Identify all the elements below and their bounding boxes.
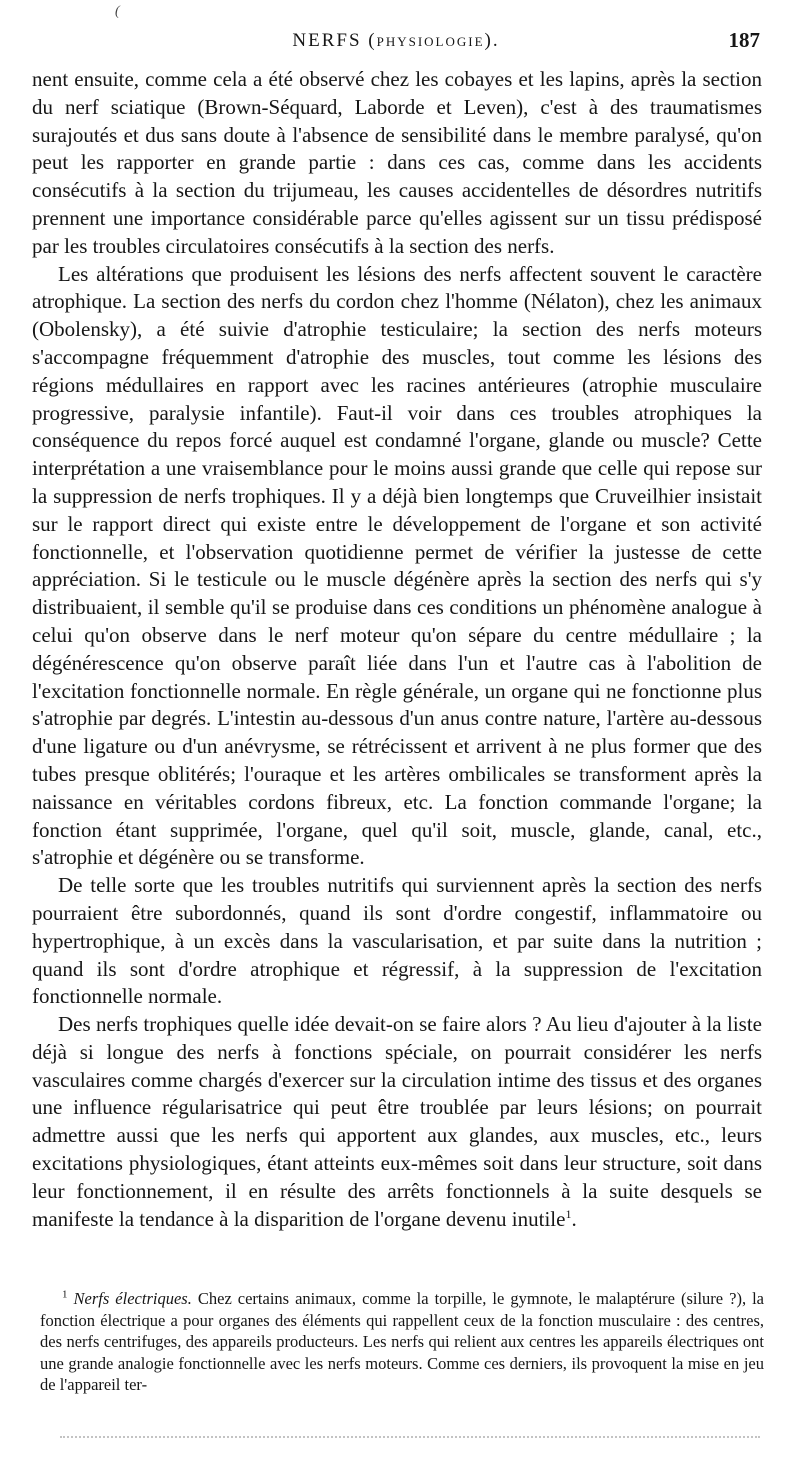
paragraph-atrophy: Les altérations que produisent les lésions des nerfs affectent souvent le caractère atrophique. La section des nerfs du cordon chez l'homme (Nélaton), chez les animaux (Obolensky), a été suivie d'atrophie testiculaire; la section des nerfs moteurs s'accompagne fréquemment d'atrophie des muscles, tout comme les lésions des régions médullaires en rapport avec les racines antérieures (atrophie musculaire progressive, paralysie infantile). Faut-il voir dans ces troubles atrophiques la conséquence du repos forcé auquel est condamné l'organe, glande ou muscle? Cette interprétation a une vraisemblance pour le moins aussi grande que celle qui repose sur la suppression de nerfs trophiques. Il y a déjà bien longtemps que Cruveilhier insistait sur le rapport direct qui existe entre le développement de l'organe et son activité fonctionnelle, et l'observation quotidienne permet de vérifier la justesse de cette appréciation. Si le testicule ou le muscle dégénère après la section des nerfs qui s'y distribuaient, il semble qu'il se produise dans ces conditions un phénomène analogue à celui qu'on observe dans le nerf moteur qu'on sépare du centre médullaire ; la dégénérescence qu'on observe paraît liée dans l'un et l'autre cas à l'abolition de l'excitation fonctionnelle normale. En règle générale, un organe qui ne fonctionne plus s'atrophie par degrés. L'intestin au-dessous d'un anus contre nature, l'artère au-dessous d'une ligature ou d'un anévrysme, se rétrécissent et arrivent à ne plus former que des tubes presque oblitérés; l'ouraque et les artères ombilicales se transforment après la naissance en véritables cordons fibreux, etc. La fonction commande l'organe; la fonction étant supprimée, l'organe, quel qu'il soit, muscle, glande, canal, etc., s'atrophie et dégénère ou se transforme. [32, 261, 762, 870]
page-header [32, 30, 760, 56]
running-title-sub: PHYSIOLOGIE [376, 34, 485, 49]
page-number: 187 [728, 28, 760, 52]
paragraph-nutritive-troubles: De telle sorte que les troubles nutritifs qui surviennent après la section des nerfs pourraient être subordonnés, quand ils sont d'ordre congestif, inflammatoire ou hypertrophique, à un excès dans la vascularisation, et par suite dans la nutrition ; quand ils sont d'ordre atrophique et régressif, à la suppression de l'excitation fonctionnelle normale. [32, 873, 762, 1009]
footnote-title: Nerfs électriques. [73, 1289, 192, 1308]
main-text [32, 66, 762, 1233]
paragraph-trophic-nerves: Des nerfs trophiques quelle idée devait-on se faire alors ? Au lieu d'ajouter à la liste déjà si longue des nerfs à fonctions spéciale, on pourrait considérer les nerfs vasculaires comme chargés d'exercer sur la circulation intime des tissus et des organes une influence régularisatrice qui peut être troublée par leurs lésions; on pourrait admettre aussi que les nerfs qui apportent aux glandes, aux muscles, etc., leurs excitations physiologiques, étant atteints eux-mêmes soit dans leur structure, soit dans leur fonctionnement, il en résulte des arrêts fonctionnels à la suite desquels se manifeste la tendance à la disparition de l'organe devenu inutile$^1$. [32, 1012, 762, 1231]
footnote-reference[interactable]: 1 [565, 1206, 572, 1221]
paragraph-continuation: nent ensuite, comme cela a été observé chez les cobayes et les lapins, après la section du nerf sciatique (Brown-Séquard, Laborde et Leven), c'est à des traumatismes surajoutés et dus sans doute à l'absence de sensibilité dans le membre paralysé, qu'on peut les rapporter en grande partie : dans ces cas, comme dans les accidents consécutifs à la section du trijumeau, les causes accidentelles de désordres nutritifs prennent une importance considérable parce qu'elles agissent sur un tissu prédisposé par les troubles circulatoires consécutifs à la section des nerfs. [32, 67, 762, 258]
bottom-dotted-line [60, 1436, 760, 1442]
running-title-end: ). [484, 30, 500, 51]
stray-mark: ( [115, 4, 120, 19]
running-title-main: NERFS ( [292, 30, 377, 51]
paragraph-trophic-nerves-text: Des nerfs trophiques quelle idée devait-on se faire alors ? Au lieu d'ajouter à la liste déjà si longue des nerfs à fonctions spéciale, on pourrait considérer les nerfs vasculaires comme chargés d'exercer sur la circulation intime des tissus et des organes une influence régularisatrice qui peut être troublée par leurs lésions; on pourrait admettre aussi que les nerfs qui apportent aux glandes, aux muscles, etc., leurs excitations physiologiques, étant atteints eux-mêmes soit dans leur structure, soit dans leur fonctionnement, il en résulte des arrêts fonctionnels à la suite desquels se manifeste la tendance à la disparition de l'organe devenu inutile [32, 1012, 762, 1231]
footnote-1 [40, 1288, 764, 1396]
footnotes [40, 1288, 764, 1396]
running-title [32, 30, 760, 52]
footnote-text: Chez certains animaux, comme la torpille, le gymnote, le malaptérure (silure ?), la fonction électrique a pour organes des éléments qui rappellent ceux de la fonction musculaire : des centres, des nerfs centrifuges, des appareils producteurs. Les nerfs qui relient aux centres les appareils électriques ont une grande analogie fonctionnelle avec les nerfs moteurs. Comme ces derniers, ils provoquent la mise en jeu de l'appareil ter- [40, 1289, 765, 1394]
footnote-marker: 1 [62, 1288, 68, 1301]
